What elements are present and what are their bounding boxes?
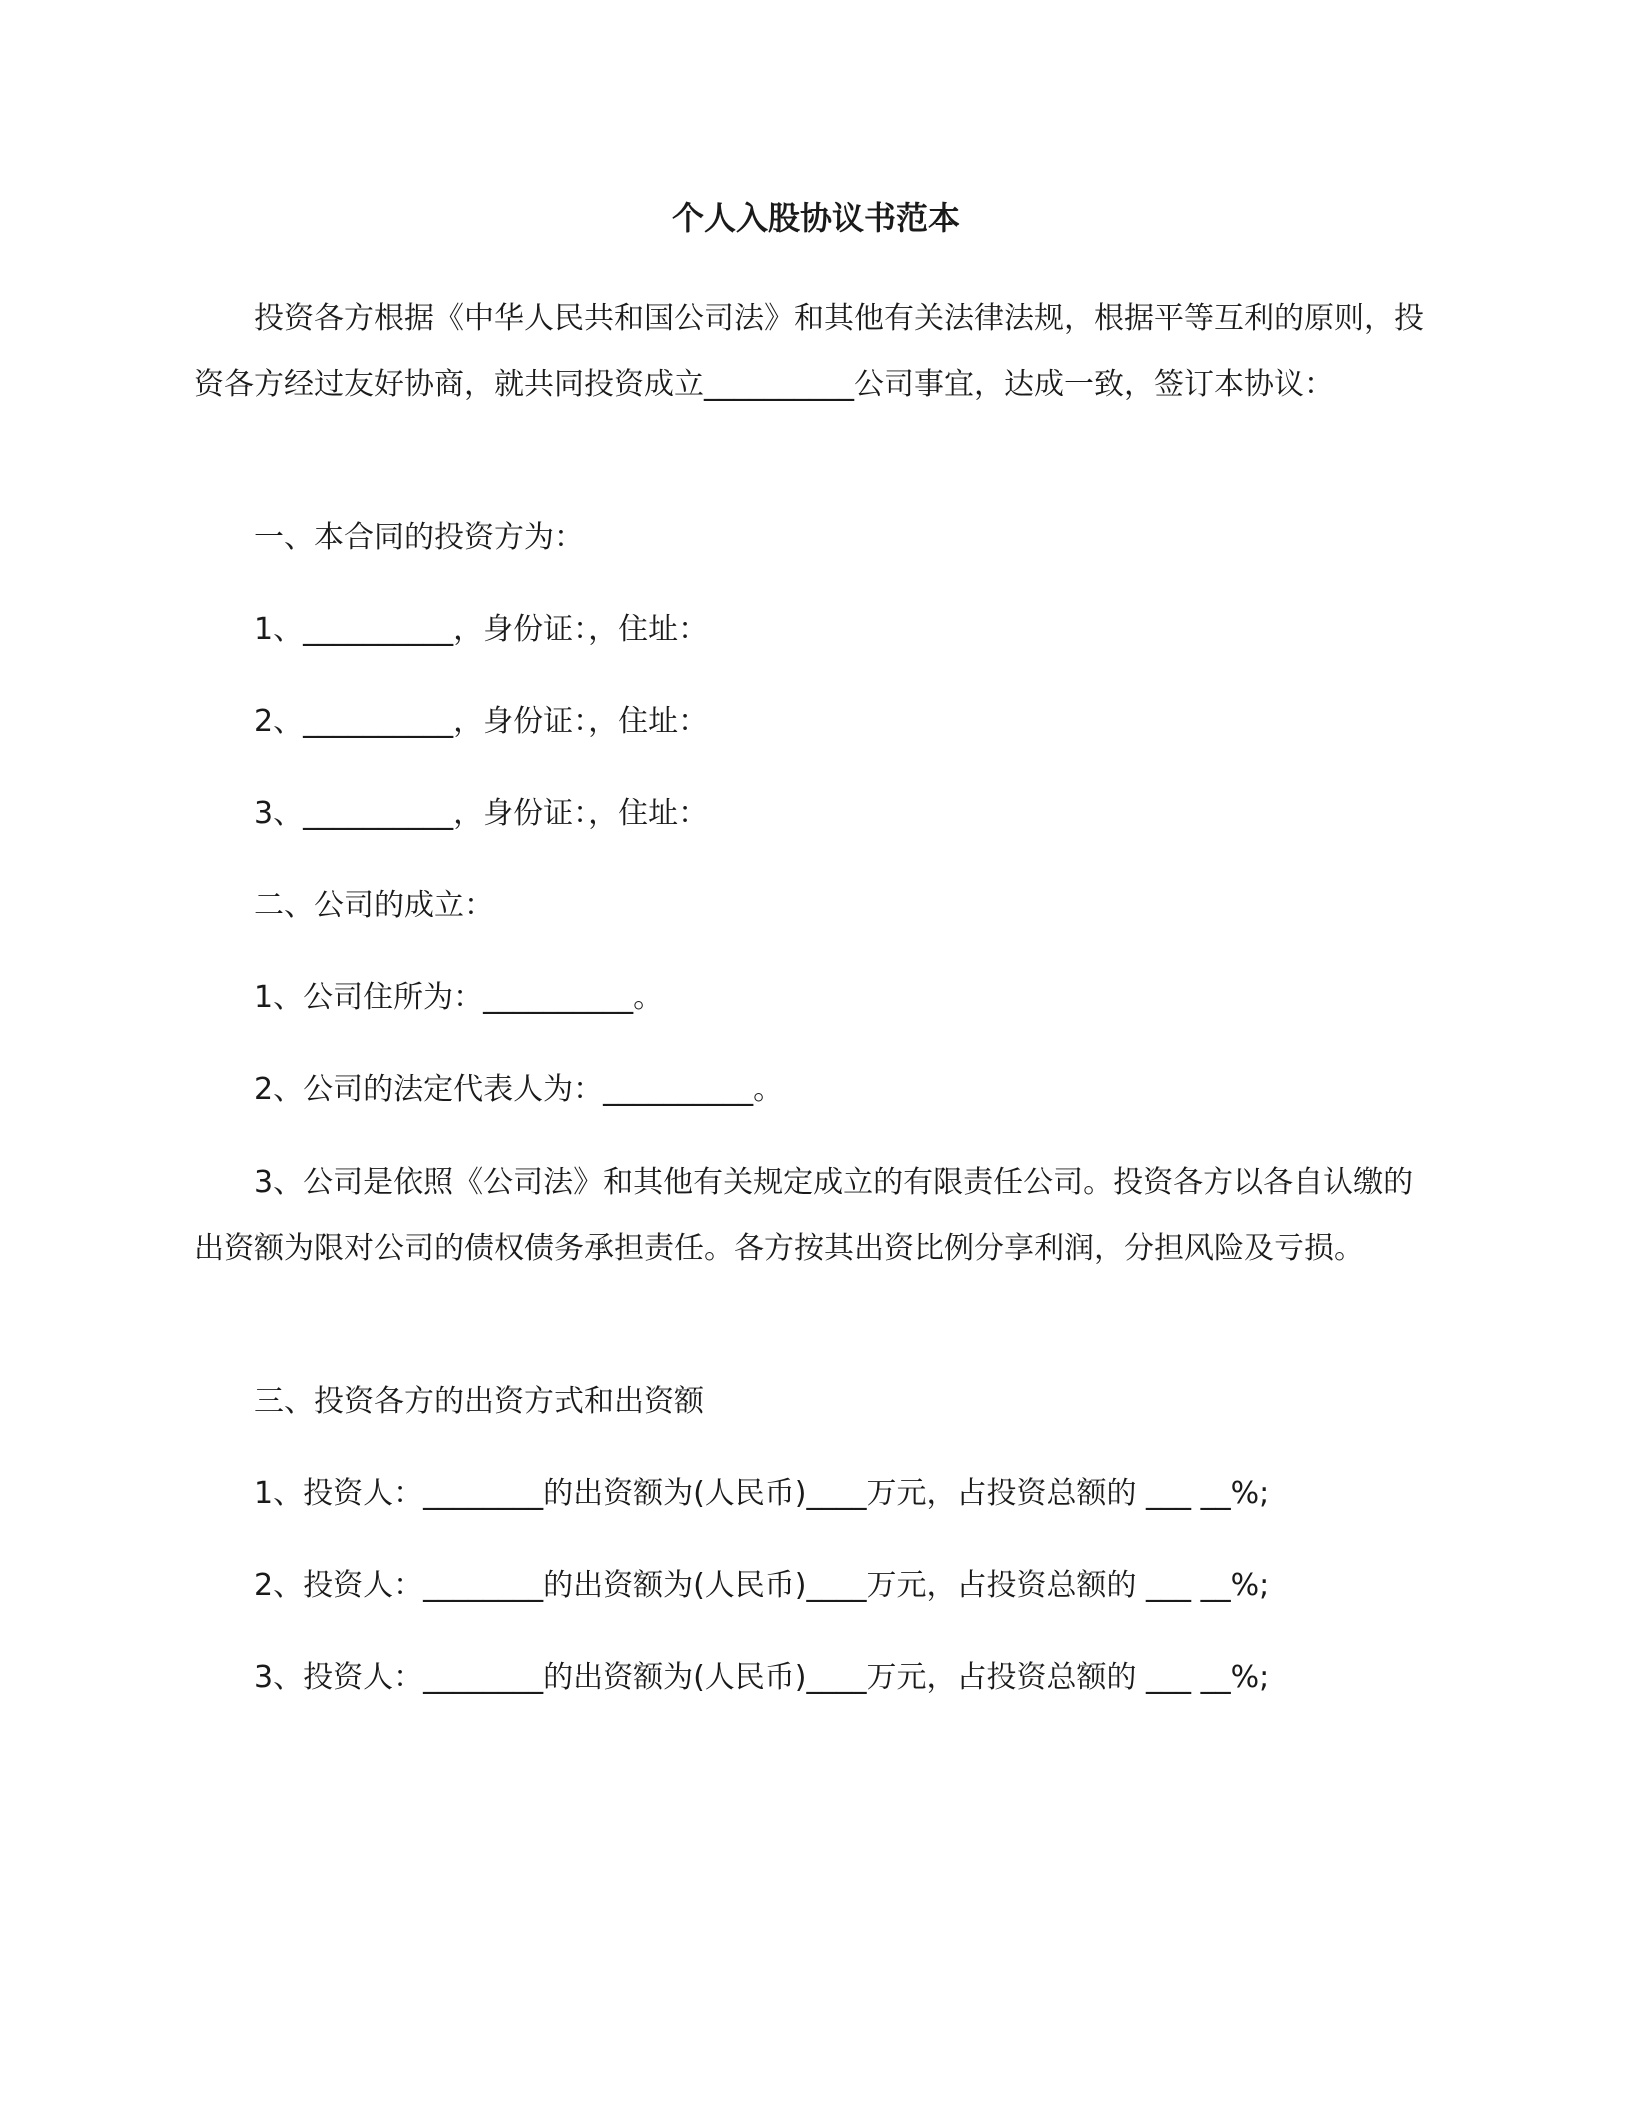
- contribution-line-3: 3、投资人：________的出资额为(人民币)____万元，占投资总额的 ___ __%;: [254, 1660, 1270, 1695]
- section3-heading: 三、投资各方的出资方式和出资额: [254, 1384, 704, 1419]
- contribution-line-1: 1、投资人：________的出资额为(人民币)____万元，占投资总额的 ___ __%;: [254, 1476, 1270, 1511]
- legal-representative-line: 2、公司的法定代表人为：__________。: [254, 1072, 784, 1107]
- document-title: 个人入股协议书范本: [671, 199, 960, 237]
- section2-heading: 二、公司的成立：: [254, 888, 494, 923]
- liability-paragraph: 3、公司是依照《公司法》和其他有关规定成立的有限责任公司。投资各方以各自认缴的出资额为限对公司的债权债务承担责任。各方按其出资比例分享利润，分担风险及亏损。: [194, 1165, 1414, 1266]
- intro-paragraph: 投资各方根据《中华人民共和国公司法》和其他有关法律法规，根据平等互利的原则，投资各方经过友好协商，就共同投资成立__________公司事宜，达成一致，签订本协议：: [194, 301, 1424, 402]
- investor-line-2: 2、__________，身份证：，住址：: [254, 704, 709, 739]
- contribution-line-2: 2、投资人：________的出资额为(人民币)____万元，占投资总额的 ___ __%;: [254, 1568, 1270, 1603]
- company-address-line: 1、公司住所为：__________。: [254, 980, 664, 1015]
- section1-heading: 一、本合同的投资方为：: [254, 520, 584, 555]
- investor-line-1: 1、__________，身份证：，住址：: [254, 612, 709, 647]
- investor-line-3: 3、__________，身份证：，住址：: [254, 796, 709, 831]
